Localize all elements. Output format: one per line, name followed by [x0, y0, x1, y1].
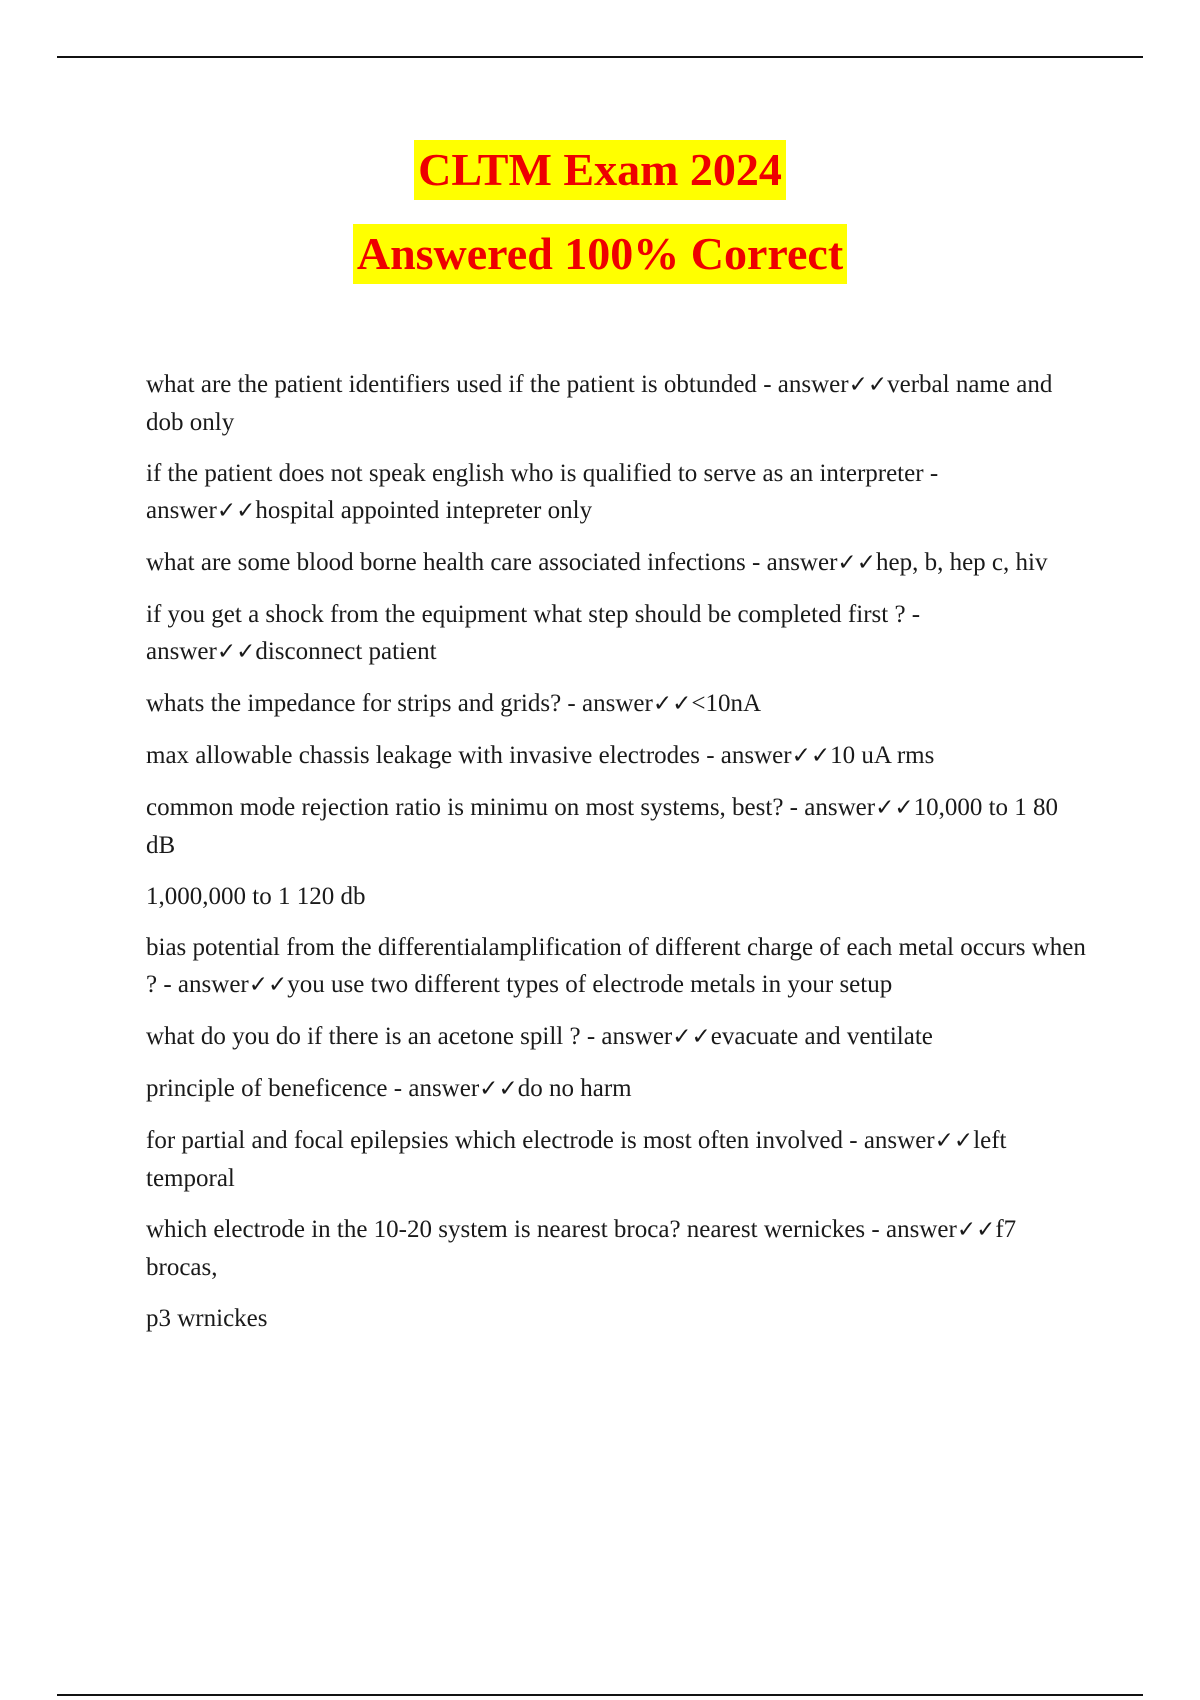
double-check-icon: ✓✓ [875, 795, 914, 821]
double-check-icon: ✓✓ [956, 1217, 996, 1243]
question-text: if the patient does not speak english who is qualified to serve as an interpreter [146, 460, 924, 487]
qa-item [146, 1211, 1086, 1286]
title-line-1: CLTM Exam 2024 [414, 140, 786, 200]
question-text: common mode rejection ratio is minimu on most systems, best? [146, 794, 784, 821]
qa-item [146, 366, 1086, 441]
qa-item [146, 596, 1086, 671]
answer-separator: - answer [783, 794, 876, 821]
qa-item [146, 1122, 1086, 1197]
double-check-icon: ✓✓ [934, 1128, 974, 1154]
qa-item [146, 455, 1086, 530]
question-text: for partial and focal epilepsies which electrode is most often involved [146, 1127, 843, 1154]
title-line-2: Answered 100% Correct [353, 224, 847, 284]
qa-item [146, 789, 1086, 864]
double-check-icon: ✓✓ [848, 372, 888, 398]
double-check-icon: ✓✓ [791, 743, 831, 769]
double-check-icon: ✓✓ [672, 1024, 711, 1050]
answer-separator: - answer [756, 371, 849, 398]
answer-text: verbal name and dob only [146, 371, 1053, 436]
answer-separator: - answer [146, 460, 939, 524]
answer-text: 10 uA rms [830, 742, 935, 769]
question-text: max allowable chassis leakage with invasive electrodes [146, 742, 700, 769]
qa-item [146, 1018, 1086, 1056]
qa-item [146, 685, 1086, 723]
answer-separator: - answer [580, 1023, 673, 1050]
double-check-icon: ✓✓ [216, 498, 256, 524]
qa-item [146, 1070, 1086, 1108]
qa-item [146, 544, 1086, 582]
answer-separator: - answer [387, 1075, 480, 1102]
question-text: what are the patient identifiers used if the patient is obtunded [146, 371, 757, 398]
answer-separator: - answer [561, 690, 653, 717]
answer-separator: - answer [865, 1216, 957, 1243]
double-check-icon: ✓✓ [652, 691, 692, 717]
answer-separator: - answer [699, 742, 792, 769]
continuation-line: p3 wrnickes [146, 1305, 268, 1332]
document-title [0, 140, 1200, 308]
answer-text: hospital appointed intepreter only [255, 497, 593, 524]
qa-item [146, 929, 1086, 1004]
answer-separator: - answer [157, 971, 249, 998]
answer-text: evacuate and ventilate [710, 1023, 933, 1050]
question-text: which electrode in the 10-20 system is nearest broca? nearest wernickes [146, 1216, 866, 1243]
top-rule [57, 56, 1143, 58]
question-text: principle of beneficence [146, 1075, 388, 1102]
answer-text: f7 brocas, [146, 1216, 1017, 1281]
answer-text: you use two different types of electrode metals in your setup [287, 971, 893, 998]
question-text: what do you do if there is an acetone spill ? [146, 1023, 581, 1050]
double-check-icon: ✓✓ [216, 639, 256, 665]
answer-text: <10nA [691, 690, 762, 717]
answer-text: hep, b, hep c, hiv [875, 549, 1048, 576]
question-text: bias potential from the differentialamplification of different charge of each metal occurs when ? [146, 934, 1086, 998]
double-check-icon: ✓✓ [837, 550, 876, 576]
double-check-icon: ✓✓ [248, 972, 288, 998]
answer-text: left temporal [146, 1127, 1007, 1192]
qa-item [146, 737, 1086, 775]
answer-text: disconnect patient [255, 638, 437, 665]
answer-separator: - answer [745, 549, 838, 576]
question-text: what are some blood borne health care associated infections [146, 549, 746, 576]
answer-text: do no harm [517, 1075, 632, 1102]
question-text: if you get a shock from the equipment what step should be completed first ? [146, 601, 906, 628]
bottom-rule [57, 1694, 1143, 1696]
answer-separator: - answer [146, 601, 921, 665]
qa-list [146, 366, 1086, 1351]
continuation-line: 1,000,000 to 1 120 db [146, 883, 366, 910]
question-text: whats the impedance for strips and grids? [146, 690, 562, 717]
answer-separator: - answer [843, 1127, 935, 1154]
double-check-icon: ✓✓ [479, 1076, 518, 1102]
answer-text: 10,000 to 1 80 dB [146, 794, 1059, 859]
